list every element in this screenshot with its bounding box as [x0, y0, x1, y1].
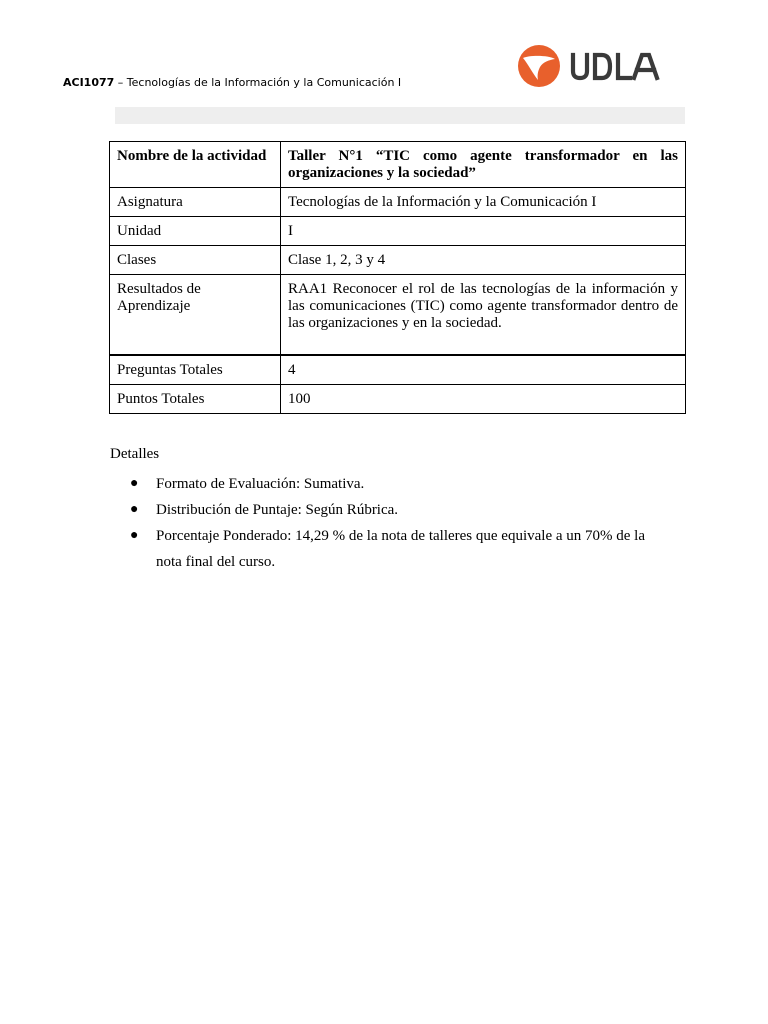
row-value-learning-outcomes: RAA1 Reconocer el rol de las tecnologías de la información y las comunicaciones (TIC) como agente transformador dentro de las organizaciones y en la sociedad.	[281, 275, 686, 356]
row-label-total-points: Puntos Totales	[110, 385, 281, 414]
row-value-total-questions: 4	[281, 355, 686, 385]
udla-logo-graphic	[513, 44, 663, 88]
bullet-icon: ●	[130, 502, 139, 517]
row-label-classes: Clases	[110, 246, 281, 275]
udla-logo	[513, 44, 663, 88]
table-row	[110, 188, 686, 217]
row-value-activity-name: Taller N°1 “TIC como agente transformador en las organizaciones y la sociedad”	[281, 142, 686, 188]
header-dash: –	[114, 76, 127, 89]
table-row	[110, 142, 686, 188]
document-header	[63, 76, 401, 89]
details-heading: Detalles	[110, 446, 160, 462]
details-list	[110, 471, 670, 575]
row-value-subject: Tecnologías de la Información y la Comunicación I	[281, 188, 686, 217]
list-item	[110, 523, 670, 575]
row-value-total-points: 100	[281, 385, 686, 414]
table-row	[110, 355, 686, 385]
row-label-learning-outcomes: Resultados de Aprendizaje	[110, 275, 281, 356]
details-item-text: Formato de Evaluación: Sumativa.	[156, 476, 365, 492]
table-row	[110, 246, 686, 275]
course-name: Tecnologías de la Información y la Comunicación I	[126, 76, 402, 89]
row-value-classes: Clase 1, 2, 3 y 4	[281, 246, 686, 275]
list-item	[110, 497, 670, 523]
grey-header-band	[115, 107, 685, 124]
details-item-text: Distribución de Puntaje: Según Rúbrica.	[156, 502, 399, 518]
row-label-activity-name: Nombre de la actividad	[110, 142, 281, 188]
row-label-total-questions: Preguntas Totales	[110, 355, 281, 385]
row-value-unit: I	[281, 217, 686, 246]
list-item	[110, 471, 670, 497]
bullet-icon: ●	[130, 528, 139, 543]
table-row	[110, 275, 686, 356]
activity-info-table	[109, 141, 686, 414]
course-code: ACI1077	[63, 76, 115, 89]
table-row	[110, 385, 686, 414]
table-row	[110, 217, 686, 246]
bullet-icon: ●	[130, 476, 139, 491]
row-label-unit: Unidad	[110, 217, 281, 246]
row-label-subject: Asignatura	[110, 188, 281, 217]
details-item-text: Porcentaje Ponderado: 14,29 % de la nota de talleres que equivale a un 70% de la nota final del curso.	[156, 528, 645, 570]
